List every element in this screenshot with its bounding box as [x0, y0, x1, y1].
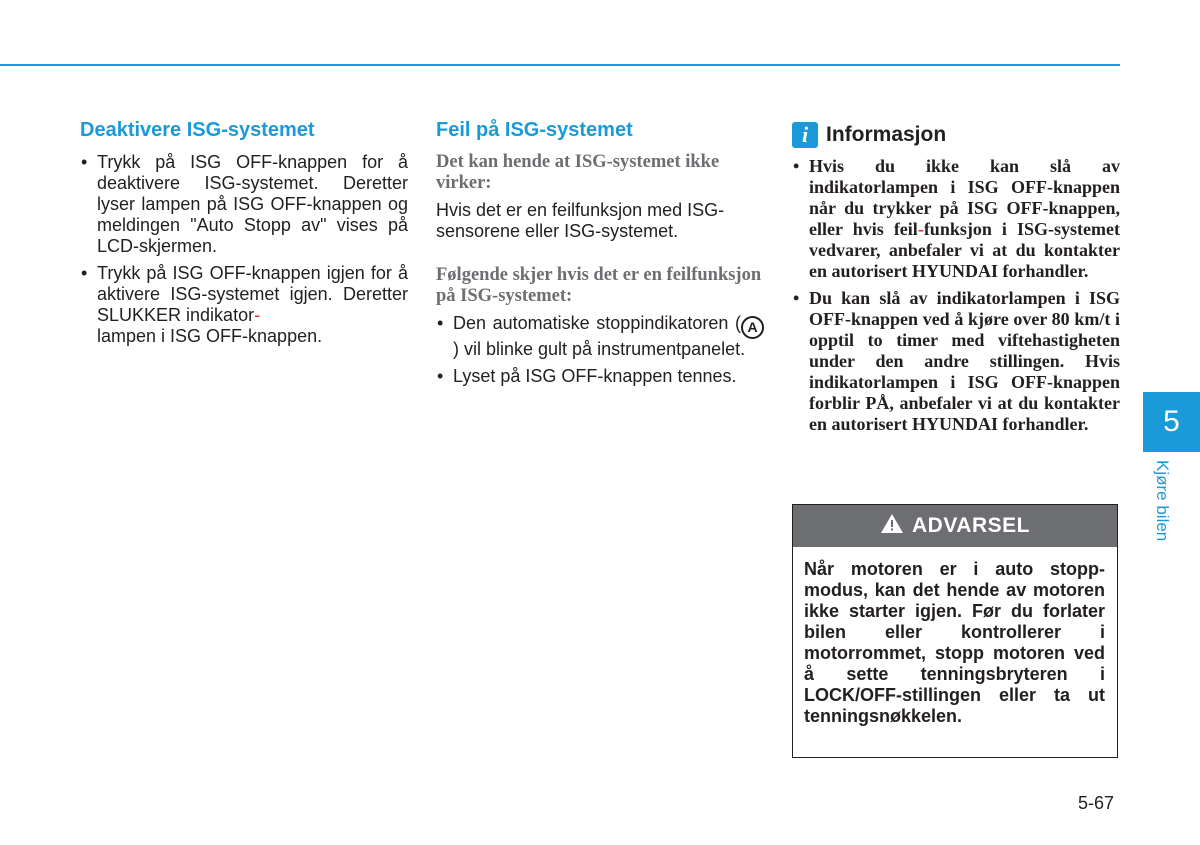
warning-triangle-icon: [880, 513, 904, 540]
warning-box: [792, 504, 1118, 758]
page-number: 5-67: [1078, 793, 1115, 813]
warning-header: [793, 505, 1117, 547]
subheading: Følgende skjer hvis det er en feilfunksjon på ISG-systemet:: [436, 265, 762, 306]
paragraph: Hvis det er en feilfunksjon med ISG-sensorene eller ISG-systemet.: [436, 200, 725, 241]
list-item: • Den automatiske stoppindikatoren ( A) vil blinke gult på instrumentpanelet.: [436, 313, 764, 360]
info-icon: i: [792, 122, 818, 148]
bullet-list: [80, 152, 408, 347]
section-heading: Deaktivere ISG-systemet: [80, 119, 315, 141]
column-info: [792, 120, 1120, 441]
list-item: • Hvis du ikke kan slå av indikatorlampen i ISG OFF-knappen når du trykker på ISG OFF-knappen, eller hvis feil-funksjon i ISG-systemet vedvarer, anbefaler vi at du kontakter en autorisert HYUNDAI forhandler.: [792, 156, 1120, 282]
info-title: Informasjon: [826, 123, 947, 146]
top-rule: [0, 64, 1120, 66]
chapter-label: Kjøre bilen: [1153, 460, 1172, 542]
info-header: [792, 120, 1120, 150]
section-heading: Feil på ISG-systemet: [436, 119, 633, 141]
auto-stop-indicator-icon: A: [741, 316, 764, 339]
list-item: • Lyset på ISG OFF-knappen tennes.: [436, 366, 764, 387]
subheading: Det kan hende at ISG-systemet ikke virker:: [436, 152, 720, 193]
bullet-list: [436, 313, 764, 387]
chapter-tab: 5: [1143, 392, 1200, 452]
info-list: [792, 156, 1120, 435]
column-deactivate: [80, 118, 408, 353]
list-item: • Trykk på ISG OFF-knappen igjen for å aktivere ISG-systemet igjen. Deretter SLUKKER indikator- lampen i ISG OFF-knappen.: [80, 263, 408, 347]
list-item: • Trykk på ISG OFF-knappen for å deaktivere ISG-systemet. Deretter lyser lampen på ISG OFF-knappen og meldingen "Auto Stopp av" vises på LCD-skjermen.: [80, 152, 408, 257]
column-malfunction: [436, 118, 764, 393]
warning-title: ADVARSEL: [912, 514, 1030, 537]
list-item: • Du kan slå av indikatorlampen i ISG OFF-knappen ved å kjøre over 80 km/t i opptil to timer med viftehastigheten under den andre stillingen. Hvis indikatorlampen i ISG OFF-knappen forblir PÅ, anbefaler vi at du kontakter en autorisert HYUNDAI forhandler.: [792, 288, 1120, 435]
warning-body: Når motoren er i auto stopp-modus, kan det hende av motoren ikke starter igjen. Før du forlater bilen eller kontrollerer i motorrommet, stopp motoren ved å sette tenningsbryteren i LOCK/OFF-stillingen eller ta ut tenningsnøkkelen.: [804, 559, 1105, 726]
